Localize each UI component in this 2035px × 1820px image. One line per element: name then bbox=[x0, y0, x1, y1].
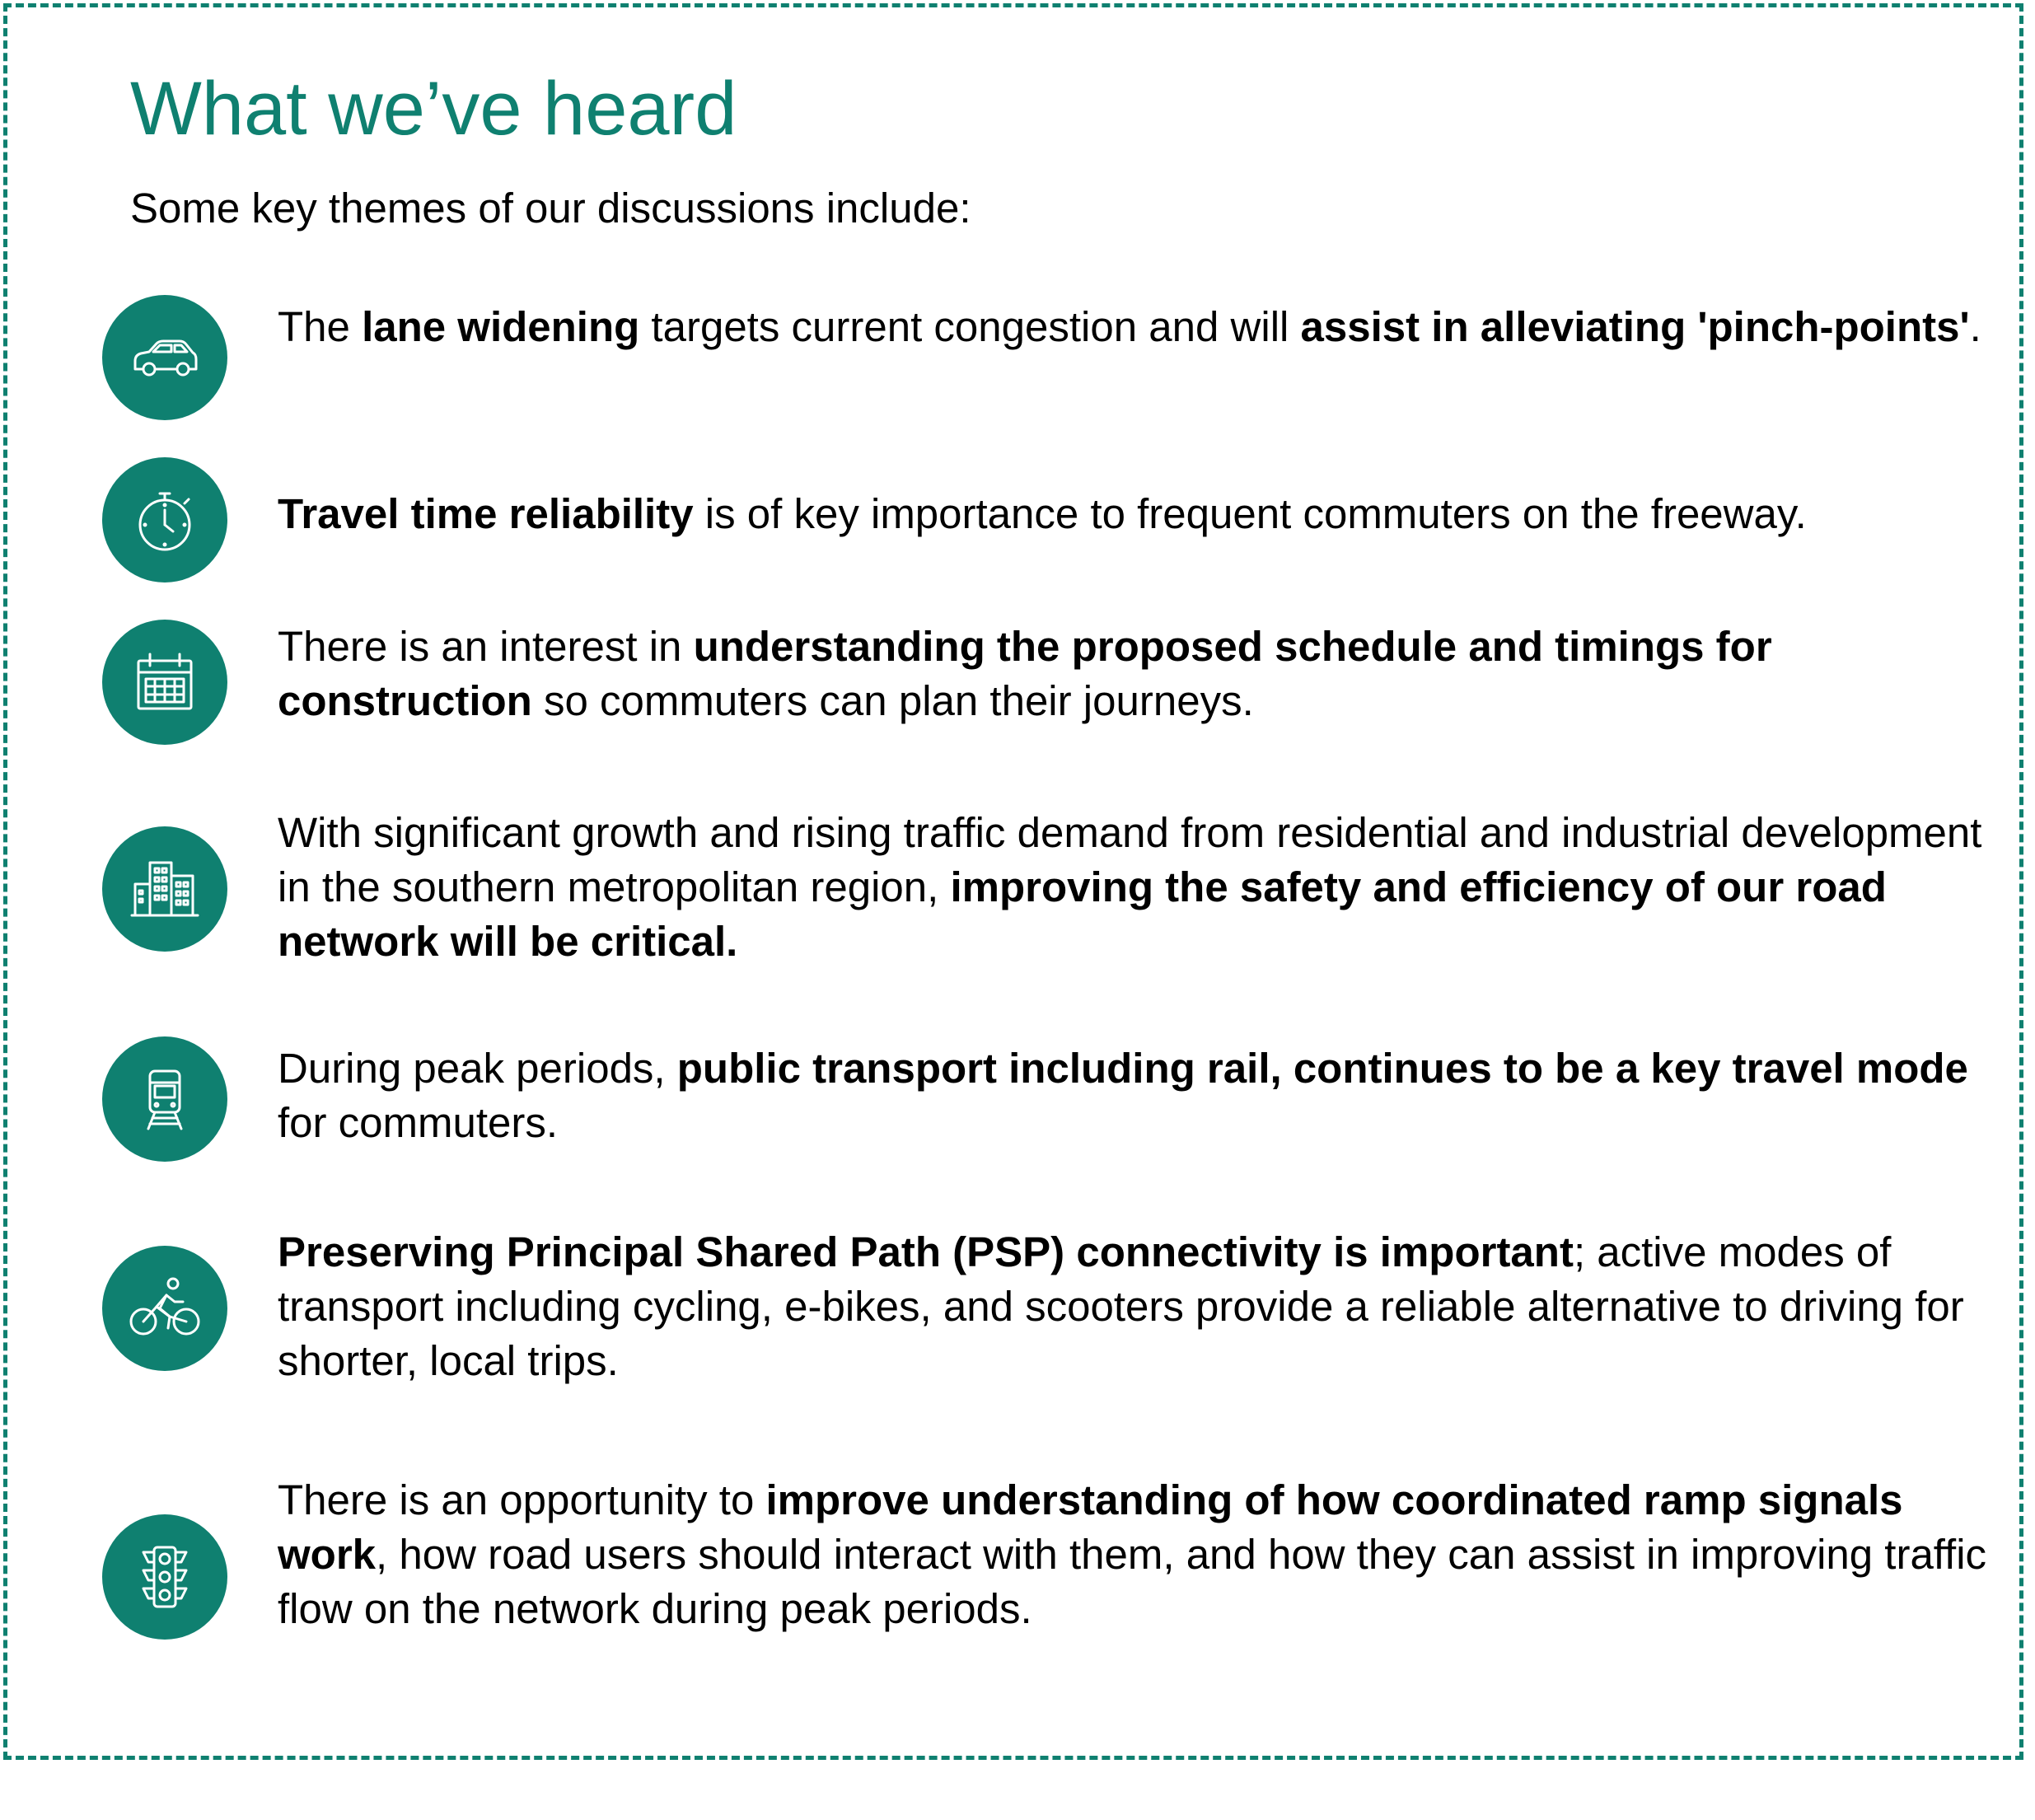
theme-text: There is an interest in understanding the proposed schedule and timings for construction so commuters can plan their journeys. bbox=[278, 623, 1772, 724]
car-icon bbox=[102, 295, 227, 420]
train-icon bbox=[102, 1036, 227, 1162]
intro-text: Some key themes of our discussions include: bbox=[130, 185, 971, 232]
theme-text: Travel time reliability is of key importance to frequent commuters on the freeway. bbox=[278, 490, 1807, 537]
calendar-icon bbox=[102, 620, 227, 745]
theme-text: Preserving Principal Shared Path (PSP) connectivity is important; active modes of transport including cycling, e-bikes, and scooters provide a reliable alternative to driving for shorter, local trips. bbox=[278, 1228, 1964, 1384]
theme-text: With significant growth and rising traffic demand from residential and industrial development in the southern metropolitan region, improving the safety and efficiency of our road network will be critical. bbox=[278, 809, 1982, 965]
theme-text: During peak periods, public transport including rail, continues to be a key travel mode for commuters. bbox=[278, 1045, 1968, 1146]
stopwatch-icon bbox=[102, 457, 227, 582]
buildings-icon bbox=[102, 826, 227, 952]
page-title: What we’ve heard bbox=[130, 67, 737, 151]
traffic-light-icon bbox=[102, 1514, 227, 1640]
theme-text: There is an opportunity to improve understanding of how coordinated ramp signals work, how road users should interact with them, and how they can assist in improving traffic flow on the network during peak periods. bbox=[278, 1476, 1987, 1632]
theme-text: The lane widening targets current congestion and will assist in alleviating 'pinch-points'. bbox=[278, 303, 1981, 350]
cyclist-icon bbox=[102, 1246, 227, 1371]
